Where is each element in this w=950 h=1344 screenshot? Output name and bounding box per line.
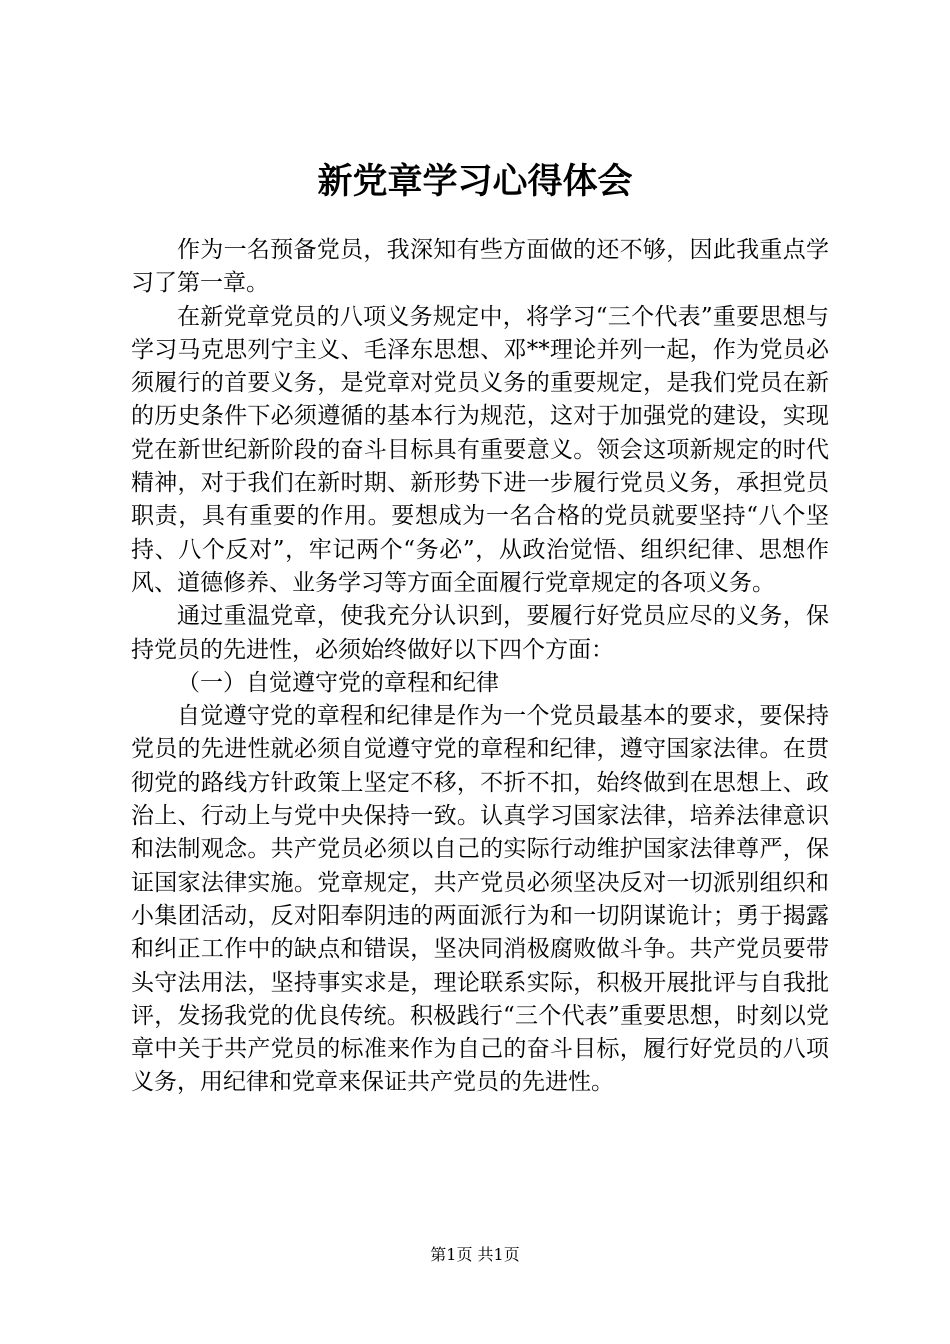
document-title: 新党章学习心得体会 [317, 161, 633, 202]
paragraph-intro: 作为一名预备党员，我深知有些方面做的还不够，因此我重点学习了第一章。 [131, 237, 829, 297]
paragraph-obligations: 在新党章党员的八项义务规定中，将学习“三个代表”重要思想与学习马克思列宁主义、毛泽东思想、邓**理论并列一起，作为党员必须履行的首要义务，是党章对党员义务的重要规定，是我们党员在新的历史条件下必须遵循的基本行为规范，这对于加强党的建设，实现党在新世纪新阶段的奋斗目标具有重要意义。领会这项新规定的时代精神，对于我们在新时期、新形势下进一步履行党员义务，承担党员职责，具有重要的作用。要想成为一名合格的党员就要坚持“八个坚持、八个反对”，牢记两个“务必”，从政治觉悟、组织纪律、思想作风、道德修养、业务学习等方面全面履行党章规定的各项义务。 [131, 303, 829, 596]
paragraph-four-aspects: 通过重温党章，使我充分认识到，要履行好党员应尽的义务，保持党员的先进性，必须始终做好以下四个方面： [131, 603, 829, 663]
document-body [131, 234, 829, 1100]
paragraph-discipline: 自觉遵守党的章程和纪律是作为一个党员最基本的要求，要保持党员的先进性就必须自觉遵守党的章程和纪律，遵守国家法律。在贯彻党的路线方针政策上坚定不移，不折不扣，始终做到在思想上、政治上、行动上与党中央保持一致。认真学习国家法律，培养法律意识和法制观念。共产党员必须以自己的实际行动维护国家法律尊严，保证国家法律实施。党章规定，共产党员必须坚决反对一切派别组织和小集团活动，反对阳奉阴违的两面派行为和一切阴谋诡计；勇于揭露和纠正工作中的缺点和错误，坚决同消极腐败做斗争。共产党员要带头守法用法，坚持事实求是，理论联系实际，积极开展批评与自我批评，发扬我党的优良传统。积极践行“三个代表”重要思想，时刻以党章中关于共产党员的标准来作为自己的奋斗目标，履行好党员的八项义务，用纪律和党章来保证共产党员的先进性。 [131, 703, 829, 1096]
section-heading-one: （一）自觉遵守党的章程和纪律 [177, 669, 499, 696]
page-footer: 第1页 共1页 [430, 1245, 520, 1264]
